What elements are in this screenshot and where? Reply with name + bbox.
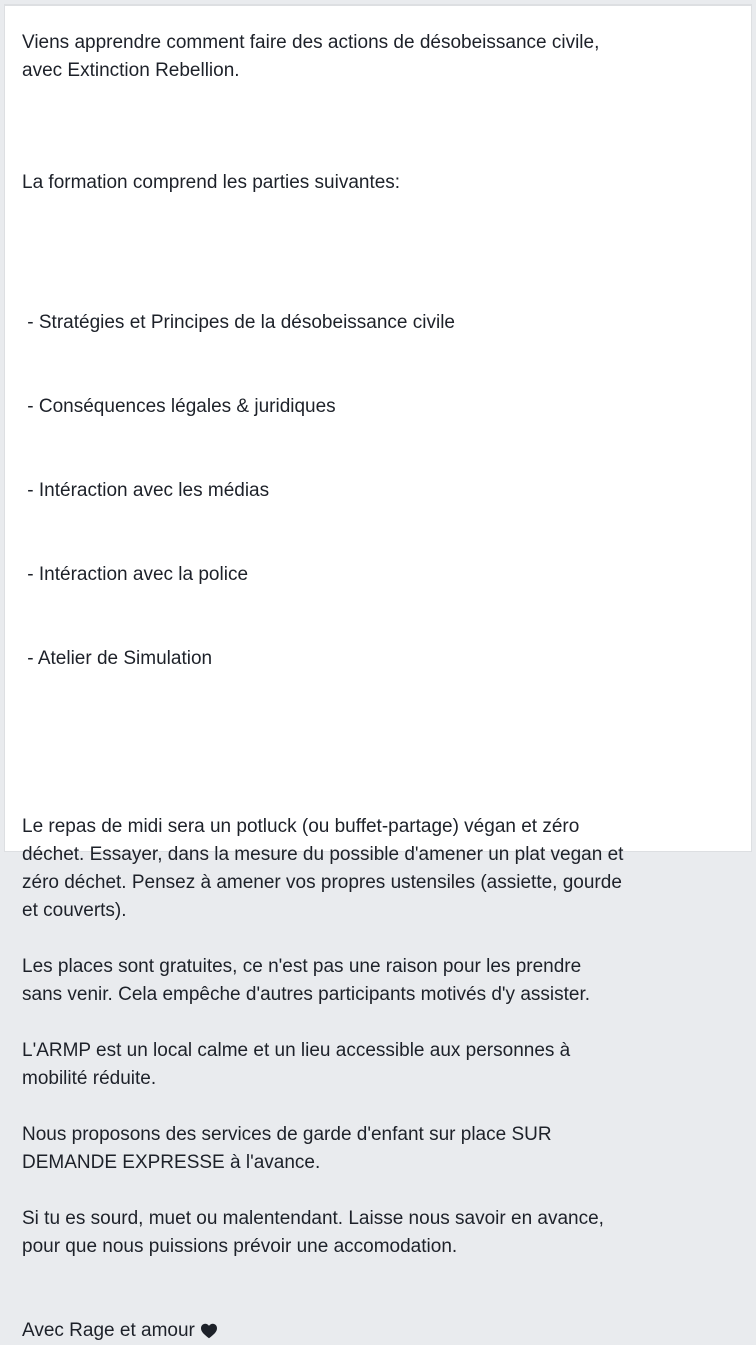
intro-paragraph: Viens apprendre comment faire des actions de désobeissance civile, avec Extinction Rebellion.	[22, 32, 600, 81]
list-item: - Atelier de Simulation	[22, 648, 213, 669]
formation-heading: La formation comprend les parties suivantes:	[22, 172, 401, 193]
seats-paragraph: Les places sont gratuites, ce n'est pas une raison pour les prendre sans venir. Cela empêche d'autres participants motivés d'y assister.	[22, 956, 591, 1005]
accessibility-paragraph: Si tu es sourd, muet ou malentendant. Laisse nous savoir en avance, pour que nous puissions prévoir une accomodation.	[22, 1208, 604, 1257]
black-heart-icon	[200, 1317, 218, 1345]
list-item: - Intéraction avec les médias	[22, 480, 270, 501]
list-item: - Intéraction avec la police	[22, 564, 249, 585]
list-item: - Stratégies et Principes de la désobeissance civile	[22, 312, 456, 333]
list-item: - Conséquences légales & juridiques	[22, 396, 336, 417]
childcare-paragraph: Nous proposons des services de garde d'enfant sur place SUR DEMANDE EXPRESSE à l'avance.	[22, 1124, 552, 1173]
closing-line	[22, 1317, 742, 1345]
formation-list	[22, 253, 742, 729]
formation-section	[22, 113, 742, 785]
spacer	[22, 1289, 742, 1317]
closing-text: Avec Rage et amour	[22, 1320, 195, 1341]
venue-paragraph: L'ARMP est un local calme et un lieu accessible aux personnes à mobilité réduite.	[22, 1040, 571, 1089]
post-card	[4, 4, 752, 1341]
post-body	[22, 29, 742, 1345]
lunch-paragraph: Le repas de midi sera un potluck (ou buffet-partage) végan et zéro déchet. Essayer, dans la mesure du possible d'amener un plat vegan et zéro déchet. Pensez à amener vos propres ustensiles (assiette, gourde et couverts).	[22, 816, 624, 921]
